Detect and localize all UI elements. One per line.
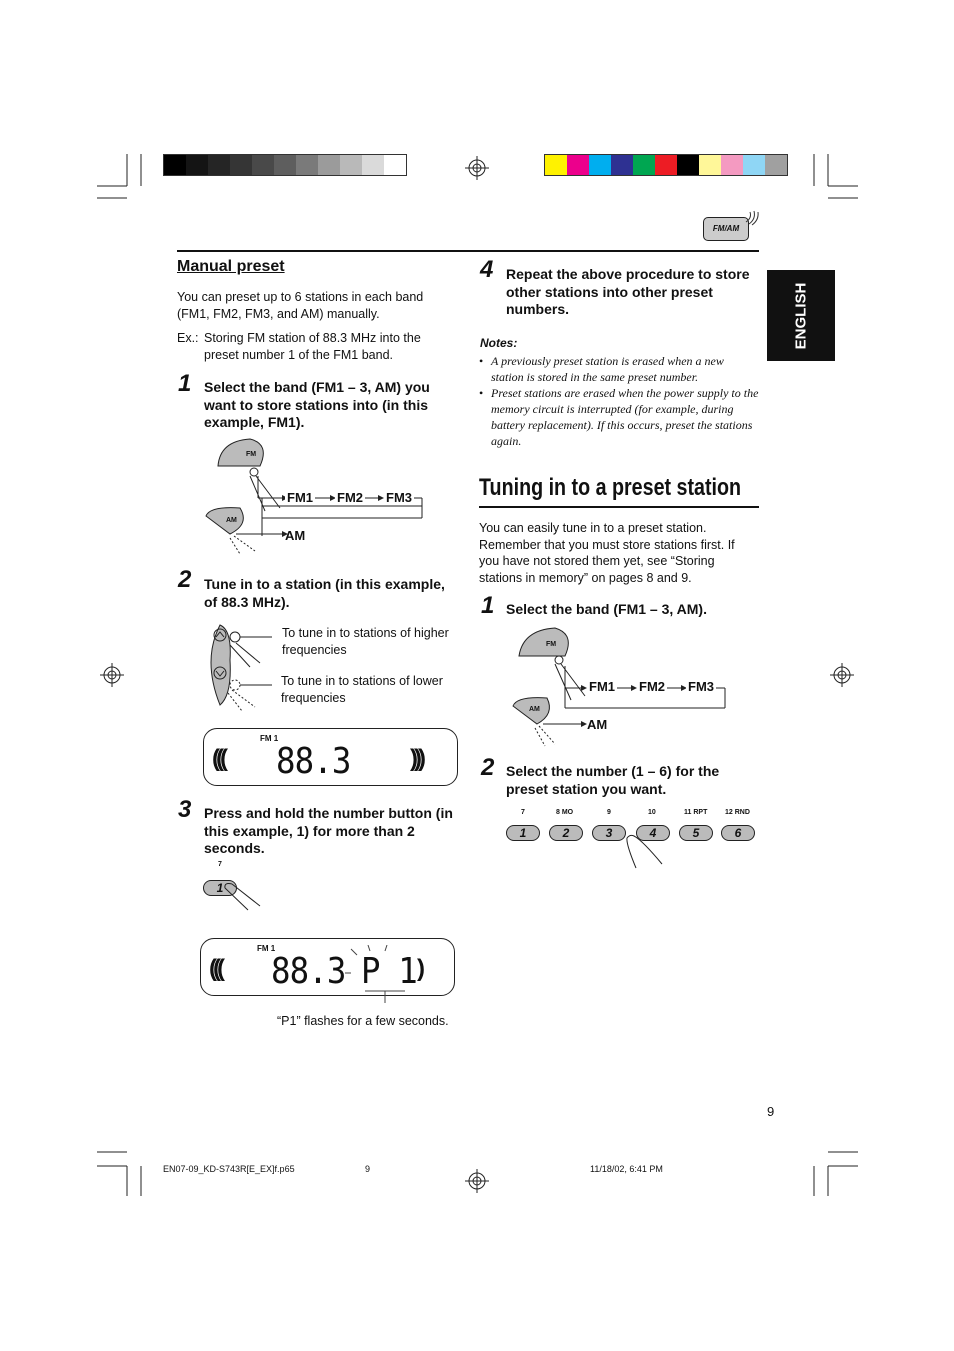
footer-file: EN07-09_KD-S743R[E_EX]f.p65	[163, 1164, 295, 1174]
step-1-number: 1	[178, 370, 192, 397]
manual-preset-heading: Manual preset	[177, 258, 285, 275]
step-4-number: 4	[480, 256, 494, 283]
display-panel-1: FM 1 ((( 88.3 )))	[203, 728, 458, 786]
step-2-text: Tune in to a station (in this example, of 88.3 MHz).	[204, 576, 445, 610]
preset-top-label-1: 7	[521, 809, 525, 816]
press-waves-icon	[744, 210, 760, 226]
preset-top-label-3: 9	[607, 809, 611, 816]
fm-am-button-icon: FM/AM	[703, 217, 749, 241]
preset-button-6: 6	[721, 825, 755, 841]
preset-button-1: 1	[506, 825, 540, 841]
preset-button-4: 4	[636, 825, 670, 841]
step-3-number: 3	[178, 796, 192, 823]
tune-lower-text: To tune in to stations of lower frequencies	[281, 674, 443, 705]
fm3-label: FM3	[386, 490, 412, 505]
note-1: • A previously preset station is erased when a new station is stored in the same preset number.	[479, 354, 724, 384]
fm2-label: FM2	[337, 490, 363, 505]
finger-press-icon	[220, 880, 265, 920]
tuning-step-1-text: Select the band (FM1 – 3, AM).	[506, 601, 707, 617]
tuning-step-2-text: Select the number (1 – 6) for the preset station you want.	[506, 763, 720, 797]
section-rule	[177, 250, 759, 252]
manual-preset-intro: You can preset up to 6 stations in each band (FM1, FM2, FM3, and AM) manually.	[177, 290, 424, 321]
example-label: Ex.:	[177, 331, 199, 345]
tuning-step-2-number: 2	[481, 754, 495, 781]
finger-icon	[555, 664, 585, 700]
page-number: 9	[767, 1104, 775, 1119]
number-button-1: 1	[203, 880, 237, 896]
finger-press-icon	[622, 834, 667, 874]
number-button-top-label: 7	[218, 861, 222, 868]
step-4-text: Repeat the above procedure to store other stations into other preset numbers.	[506, 266, 750, 317]
tuning-rule	[479, 506, 759, 508]
am-button-label: AM	[226, 517, 237, 524]
note-2: • Preset stations are erased when the power supply to the memory circuit is interrupted (for example, during battery replacement). If this occurs, preset the stations again.	[479, 386, 759, 448]
preset-top-label-6: 12 RND	[725, 809, 750, 816]
am-button-icon	[206, 508, 243, 534]
tuning-am-button-label: AM	[529, 706, 540, 713]
step-2-number: 2	[178, 566, 192, 593]
language-tab: ENGLISH	[767, 270, 835, 361]
footer-page: 9	[365, 1164, 371, 1174]
tuning-fm3-label: FM3	[688, 679, 714, 694]
footer-date: 11/18/02, 6:41 PM	[590, 1164, 663, 1174]
preset-button-5: 5	[679, 825, 713, 841]
fm1-label: FM1	[287, 490, 313, 505]
fm-button-icon	[519, 628, 568, 656]
preset-top-label-4: 10	[648, 809, 656, 816]
tuning-heading: Tuning in to a preset station	[479, 474, 742, 501]
tuning-fm2-label: FM2	[639, 679, 665, 694]
flash-caption: “P1” flashes for a few seconds.	[277, 1014, 449, 1028]
fm-button-label: FM	[246, 451, 257, 458]
step-1-text: Select the band (FM1 – 3, AM) you want to store stations into (in this example, FM1).	[204, 379, 430, 430]
notes-heading: Notes:	[480, 336, 518, 350]
display-panel-2: FM 1 ((( 88.3 P 1 )	[200, 938, 455, 996]
tune-buttons-diagram	[200, 615, 290, 715]
preset-button-3: 3	[592, 825, 626, 841]
tuning-am-label: AM	[587, 717, 608, 732]
preset-button-2: 2	[549, 825, 583, 841]
example-text: Storing FM station of 88.3 MHz into the preset number 1 of the FM1 band.	[204, 331, 421, 362]
tuning-intro: You can easily tune in to a preset station. Remember that you must store stations first. If you have not stored them yet, see “Storing stations in memory” on pages 8 and 9.	[479, 521, 735, 585]
flash-icon	[345, 945, 425, 1005]
fm-button-icon	[218, 439, 263, 466]
preset-top-label-5: 11 RPT	[684, 809, 708, 816]
am-label: AM	[285, 528, 306, 543]
step-3-text: Press and hold the number button (in this example, 1) for more than 2 seconds.	[204, 805, 453, 856]
tuning-fm1-label: FM1	[589, 679, 615, 694]
tuning-fm-button-label: FM	[546, 641, 557, 648]
preset-top-label-2: 8 MO	[556, 809, 574, 816]
tune-higher-text: To tune in to stations of higher frequencies	[282, 626, 449, 657]
tuning-step-1-number: 1	[481, 592, 495, 619]
